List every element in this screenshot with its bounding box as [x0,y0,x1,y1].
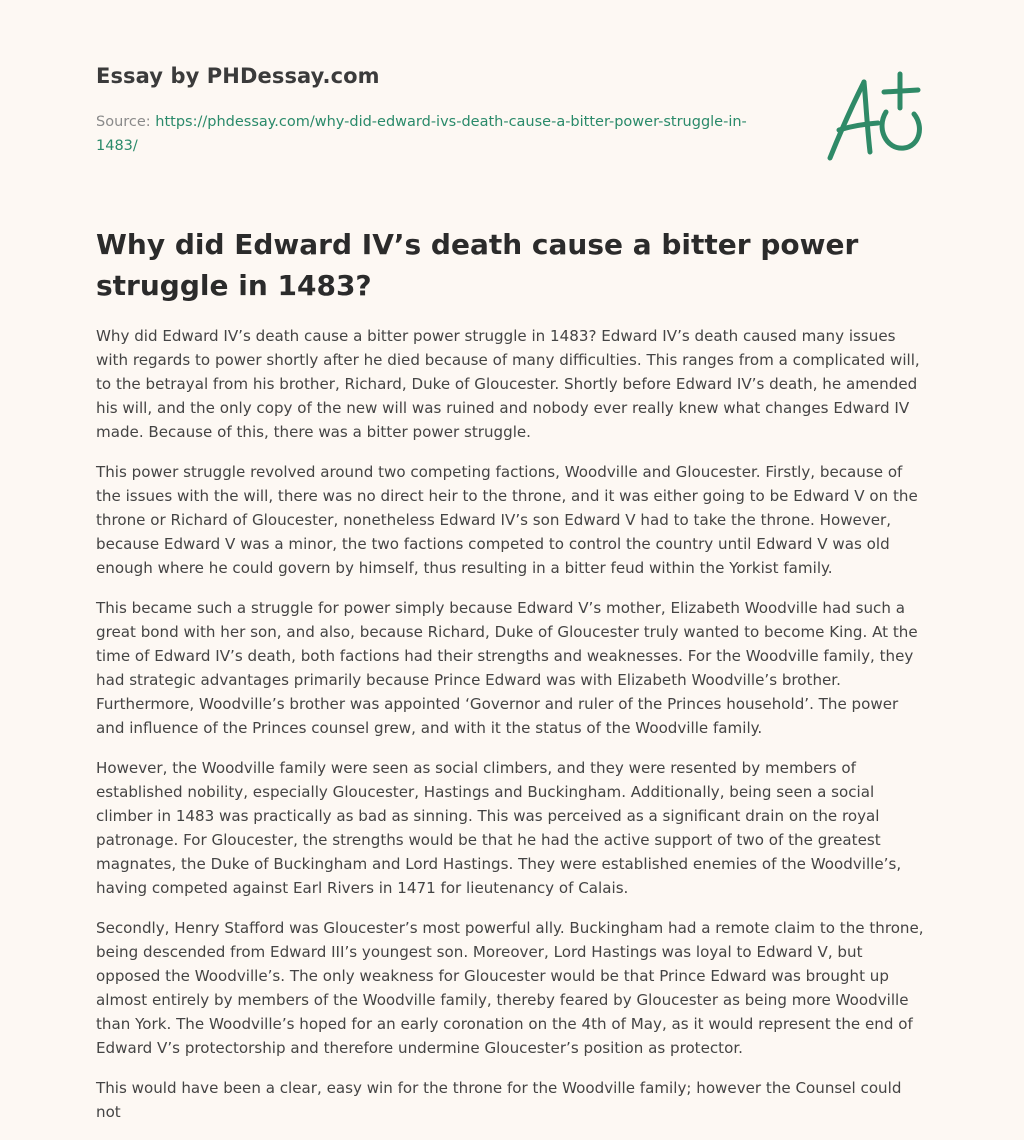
a-plus-grade-icon [820,68,930,166]
essay-title: Why did Edward IV’s death cause a bitter power struggle in 1483? [96,228,859,302]
site-title: Essay by PHDessay.com [96,64,380,88]
essay-paragraph: However, the Woodville family were seen as social climbers, and they were resented by members of established nobility, especially Gloucester, Hastings and Buckingham. Additionally, being seen a social climber in 1483 was practically as bad as sinning. This was perceived as a significant drain on the royal patronage. For Gloucester, the strengths would be that he had the active support of two of the greatest magnates, the Duke of Buckingham and Lord Hastings. They were established enemies of the Woodville’s, having competed against Earl Rivers in 1471 for lieutenancy of Calais. [96,759,902,897]
essay-paragraph: This would have been a clear, easy win for the throne for the Woodville family; however the Counsel could not [96,1079,902,1121]
source-line [96,110,776,158]
essay-body [96,324,930,1140]
essay-paragraph: Why did Edward IV’s death cause a bitter power struggle in 1483? Edward IV’s death caused many issues with regards to power shortly after he died because of many difficulties. This ranges from a complicated will, to the betrayal from his brother, Richard, Duke of Gloucester. Shortly before Edward IV’s death, he amended his will, and the only copy of the new will was ruined and nobody ever really knew what changes Edward IV made. Because of this, there was a bitter power struggle. [96,327,920,441]
essay-paragraph: This power struggle revolved around two competing factions, Woodville and Gloucester. Firstly, because of the issues with the will, there was no direct heir to the throne, and it was either going to be Edward V on the throne or Richard of Gloucester, nonetheless Edward IV’s son Edward V had to take the throne. However, because Edward V was a minor, the two factions competed to control the country until Edward V was old enough where he could govern by himself, thus resulting in a bitter feud within the Yorkist family. [96,463,918,577]
essay-paragraph: Secondly, Henry Stafford was Gloucester’s most powerful ally. Buckingham had a remote claim to the throne, being descended from Edward III’s youngest son. Moreover, Lord Hastings was loyal to Edward V, but opposed the Woodville’s. The only weakness for Gloucester would be that Prince Edward was brought up almost entirely by members of the Woodville family, thereby feared by Gloucester as being more Woodville than York. The Woodville’s hoped for an early coronation on the 4th of May, as it would represent the end of Edward V’s protectorship and therefore undermine Gloucester’s position as protector. [96,919,924,1057]
essay-paragraph: This became such a struggle for power simply because Edward V’s mother, Elizabeth Woodville had such a great bond with her son, and also, because Richard, Duke of Gloucester truly wanted to become King. At the time of Edward IV’s death, both factions had their strengths and weaknesses. For the Woodville family, they had strategic advantages primarily because Prince Edward was with Elizabeth Woodville’s brother. Furthermore, Woodville’s brother was appointed ‘Governor and ruler of the Princes household’. The power and influence of the Princes counsel grew, and with it the status of the Woodville family. [96,599,918,737]
source-link[interactable]: https://phdessay.com/why-did-edward-ivs-death-cause-a-bitter-power-struggle-in-1483/ [96,114,747,154]
source-label: Source: [96,114,151,130]
